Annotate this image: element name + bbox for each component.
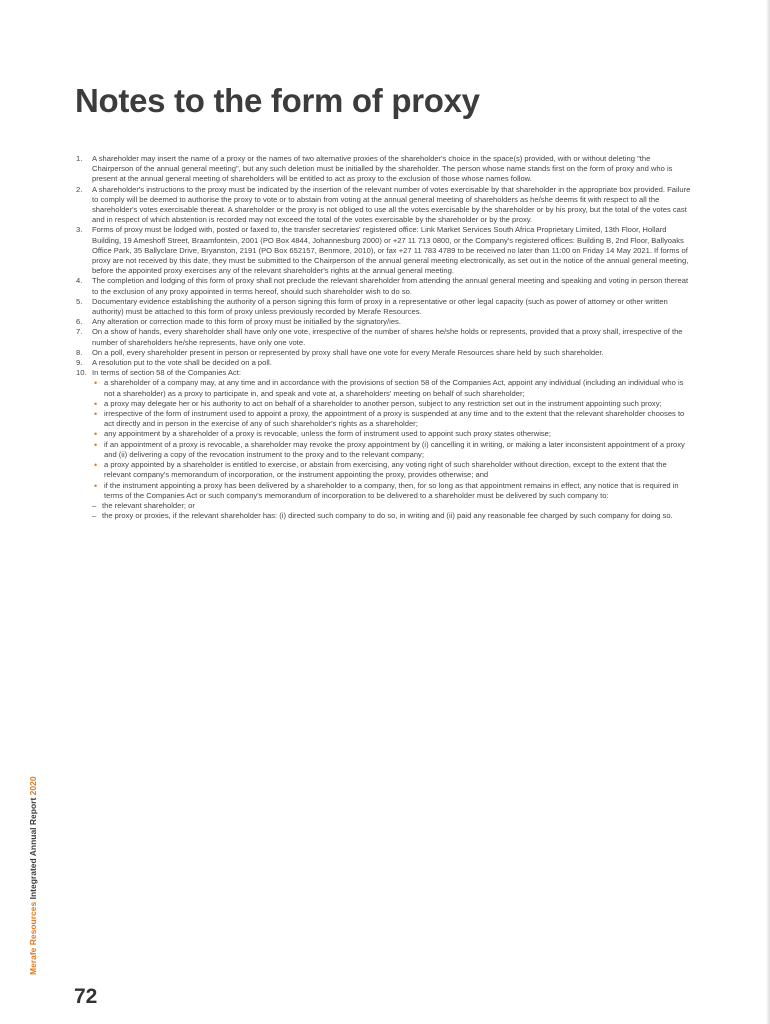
bullet-list	[92, 378, 691, 500]
bullet-text: a shareholder of a company may, at any time and in accordance with the provisions of section 58 of the Companies Act, appoint any individual (including an individual who is not a shareholder) as a proxy to participate in, and speak and vote at, a shareholders' meeting on behalf of such shareholder;	[104, 378, 684, 398]
dash-item	[92, 511, 691, 521]
dash-mark-icon: –	[92, 500, 97, 510]
note-number: 8.	[76, 347, 83, 357]
note-number: 6.	[76, 317, 83, 327]
bullet-dot-icon: •	[94, 378, 98, 389]
bullet-text: if the instrument appointing a proxy has been delivered by a shareholder to a company, then, for so long as that appointment remains in effect, any notice that is required in terms of the Companies Act or such company's memorandum of incorporation to be delivered to a shareholder must be delivered by such company to:	[104, 480, 679, 500]
bullet-item	[92, 399, 691, 409]
note-text: A shareholder may insert the name of a proxy or the names of two alternative proxies of the shareholder's choice in the space(s) provided, with or without deleting "the Chairperson of the annual general meeting", but any such deletion must be initialled by the shareholder. The person whose name stands first on the form of proxy and who is present at the annual general meeting of shareholders will be entitled to act as proxy to the exclusion of those whose names follow.	[92, 154, 673, 184]
note-item	[76, 327, 691, 347]
sidebar-report: Integrated Annual Report	[28, 797, 38, 900]
dash-list	[92, 501, 691, 521]
note-number: 3.	[76, 225, 83, 235]
bullet-dot-icon: •	[94, 480, 98, 491]
note-number: 9.	[76, 358, 83, 368]
bullet-dot-icon: •	[94, 429, 98, 440]
note-number: 10.	[76, 368, 87, 378]
bullet-text: irrespective of the form of instrument used to appoint a proxy, the appointment of a proxy is suspended at any time and to the extent that the relevant shareholder chooses to act directly and in person in the exercise of any of such shareholder's rights as a shareholder;	[104, 409, 685, 429]
note-item	[76, 358, 691, 368]
note-number: 1.	[76, 154, 83, 163]
bullet-dot-icon: •	[94, 398, 98, 409]
bullet-item	[92, 378, 691, 398]
dash-text: the relevant shareholder; or	[102, 500, 195, 510]
notes-list	[76, 154, 691, 521]
note-text: On a show of hands, every shareholder shall have only one vote, irrespective of the number of shares he/she holds or represents, provided that a proxy shall, irrespective of the number of shareholders he/she represents, have only one vote.	[92, 327, 683, 347]
note-text: Any alteration or correction made to this form of proxy must be initialled by the signatory/ies.	[92, 317, 401, 327]
page-title: Notes to the form of proxy	[75, 82, 480, 119]
bullet-item	[92, 481, 691, 501]
note-text: Forms of proxy must be lodged with, posted or faxed to, the transfer secretaries' registered office: Link Market Services South Africa Proprietary Limited, 13th Floor, Hollard Building, 19 Ameshoff Street, Braamfontein, 2001 (PO Box 4844, Johannesburg 2000) or +27 11 713 0800, or the Company's registered offices: Building B, 2nd Floor, Ballyoaks Office Park, 35 Ballyclare Drive, Bryanston, 2191 (PO Box 652157, Benmore, 2010), or fax +27 11 783 4789 to be received no later than 11:00 on Friday 14 May 2021. If forms of proxy are not received by this date, they must be submitted to the Chairperson of the annual general meeting electronically, as set out in the notice of the annual general meeting, before the appointed proxy exercises any of the relevant shareholder's rights at the annual general meeting.	[92, 225, 689, 276]
bullet-item	[92, 440, 691, 460]
note-text: The completion and lodging of this form of proxy shall not preclude the relevant shareholder from attending the annual general meeting and speaking and voting in person thereat to the exclusion of any proxy appointed in terms hereof, should such shareholder wish to do so.	[92, 276, 689, 296]
note-text: Documentary evidence establishing the authority of a person signing this form of proxy in a representative or other legal capacity (such as power of attorney or other written authority) must be attached to this form of proxy unless previously recorded by Merafe Resources.	[92, 296, 668, 317]
sidebar-year: 2020	[28, 776, 38, 796]
note-number: 5.	[76, 296, 83, 306]
note-text: On a poll, every shareholder present in person or represented by proxy shall have one vote for every Merafe Resources share held by such shareholder.	[92, 347, 604, 357]
note-number: 7.	[76, 327, 83, 337]
note-number: 2.	[76, 184, 83, 194]
note-item	[76, 185, 691, 226]
bullet-item	[92, 409, 691, 429]
bullet-dot-icon: •	[94, 460, 98, 471]
bullet-dot-icon: •	[94, 439, 98, 450]
page-edge-shadow	[766, 0, 770, 1024]
bullet-text: a proxy appointed by a shareholder is entitled to exercise, or abstain from exercising, any voting right of such shareholder without direction, except to the extent that the relevant company's memorandum of incorporation, or the instrument appointing the proxy, provides otherwise; and	[104, 460, 667, 480]
page-number: 72	[74, 985, 98, 1008]
bullet-text: any appointment by a shareholder of a proxy is revocable, unless the form of instrument used to appoint such proxy states otherwise;	[104, 429, 552, 439]
bullet-item	[92, 460, 691, 480]
dash-item	[92, 501, 691, 511]
dash-mark-icon: –	[92, 511, 97, 521]
note-number: 4.	[76, 276, 83, 286]
note-item	[76, 154, 691, 185]
note-text: A shareholder's instructions to the proxy must be indicated by the insertion of the relevant number of votes exercisable by that shareholder in the appropriate box provided. Failure to comply will be deemed to authorise the proxy to vote or to abstain from voting at the annual general meeting of shareholders as he/she deems fit with respect to all the shareholder's votes exercisable thereat. A shareholder or the proxy is not obliged to use all the votes exercisable by the shareholder or by his proxy, but the total of the votes cast and in respect of which abstention is recorded may not exceed the total of the votes exercisable by the shareholder or by the proxy.	[92, 184, 691, 225]
note-item	[76, 348, 691, 358]
report-sidebar-label	[28, 776, 38, 975]
bullet-dot-icon: •	[94, 409, 98, 420]
dash-text: the proxy or proxies, if the relevant shareholder has: (i) directed such company to do so, in writing and (ii) paid any reasonable fee charged by such company for doing so.	[102, 511, 673, 521]
note-text: A resolution put to the vote shall be decided on a poll.	[92, 358, 272, 368]
bullet-text: if an appointment of a proxy is revocable, a shareholder may revoke the proxy appointment by (i) cancelling it in writing, or making a later inconsistent appointment of a proxy and (ii) delivering a copy of the revocation instrument to the proxy and to the relevant company;	[104, 439, 685, 459]
note-item	[76, 368, 691, 521]
bullet-item	[92, 429, 691, 439]
note-item	[76, 317, 691, 327]
note-item	[76, 276, 691, 296]
bullet-text: a proxy may delegate her or his authority to act on behalf of a shareholder to another person, subject to any restriction set out in the instrument appointing such proxy;	[104, 398, 662, 408]
note-text: In terms of section 58 of the Companies Act:	[92, 368, 241, 378]
sidebar-company: Merafe Resources	[28, 901, 38, 975]
note-item	[76, 297, 691, 317]
note-item	[76, 225, 691, 276]
